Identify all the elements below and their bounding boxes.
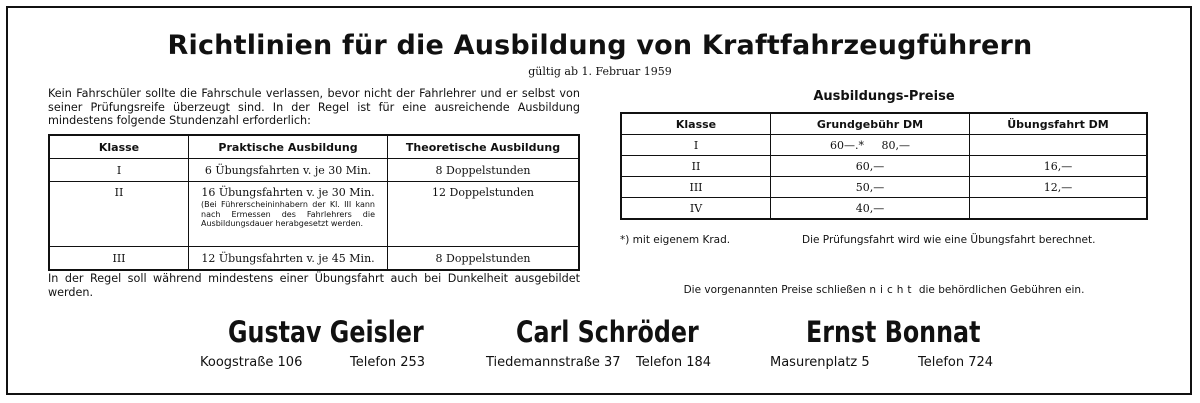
training-table-header [49,135,579,159]
school-phone-bonnat: Telefon 724 [918,355,994,370]
grund-cell: 60,— [771,156,970,177]
table-row [49,182,579,247]
price-footnote: *) mit eigenem Krad. [620,234,731,246]
uebung-cell: 12,— [970,177,1148,198]
disclaimer-pre: Die vorgenannten Preise schließen [683,284,867,296]
school-phone-schroeder: Telefon 184 [636,355,712,370]
prices-table [620,112,1148,220]
col-praktisch: Praktische Ausbildung [189,135,388,159]
intro-text: Kein Fahrschüler sollte die Fahrschule verlassen, bevor nicht der Fahrlehrer und er selbst von seiner Prüfungsreife überzeugt sind. In der Regel ist für eine ausreichende Ausbildung mindestens folgende Stundenzahl erforderlich: [48,87,580,127]
disclaimer-emph: nicht [869,284,916,296]
uebung-cell [970,198,1148,220]
grund-cell: 40,— [771,198,970,220]
klasse-cell: IV [621,198,771,220]
col-klasse: Klasse [49,135,189,159]
table-row [621,177,1147,198]
klasse-cell: I [621,135,771,156]
table-row [49,159,579,182]
theorie-cell: 8 Doppelstunden [388,159,580,182]
fees-disclaimer [620,284,1148,296]
table-row [621,156,1147,177]
validity-date: gültig ab 1. Februar 1959 [528,65,672,78]
col-grundgebuehr: Grundgebühr DM [771,113,970,135]
uebung-cell: 16,— [970,156,1148,177]
klasse-cell: III [49,247,189,271]
grund-cell: 60—.* 80,— [771,135,970,156]
prices-heading: Ausbildungs-Preise [813,89,955,104]
col-theorie: Theoretische Ausbildung [388,135,580,159]
school-name-schroeder: Carl Schröder [516,315,699,349]
uebung-cell [970,135,1148,156]
table-row [621,135,1147,156]
praktisch-cell-with-note [189,182,388,247]
school-street-schroeder: Tiedemannstraße 37 [486,355,621,370]
klasse-cell: I [49,159,189,182]
theorie-cell: 12 Doppelstunden [388,182,580,247]
school-name-geisler: Gustav Geisler [228,315,424,349]
praktisch-cell: 6 Übungsfahrten v. je 30 Min. [189,159,388,182]
praktisch-note: (Bei Führerscheininhabern der Kl. III kann nach Ermessen des Fahrlehrers die Ausbildungsdauer herabgesetzt werden. [201,200,375,228]
klasse-cell: II [49,182,189,247]
grund-cell: 50,— [771,177,970,198]
school-street-geisler: Koogstraße 106 [200,355,303,370]
klasse-cell: II [621,156,771,177]
disclaimer-post: die behördlichen Gebühren ein. [918,284,1085,296]
praktisch-cell: 12 Übungsfahrten v. je 45 Min. [189,247,388,271]
klasse-cell: III [621,177,771,198]
training-table [48,134,580,271]
col-klasse: Klasse [621,113,771,135]
table-row [621,198,1147,220]
exam-note: Die Prüfungsfahrt wird wie eine Übungsfahrt berechnet. [802,234,1096,246]
page-title: Richtlinien für die Ausbildung von Kraftfahrzeugführern [167,30,1033,61]
school-name-bonnat: Ernst Bonnat [806,315,981,349]
theorie-cell: 8 Doppelstunden [388,247,580,271]
col-uebungsfahrt: Übungsfahrt DM [970,113,1148,135]
praktisch-text: 16 Übungsfahrten v. je 30 Min. [201,186,375,199]
school-phone-geisler: Telefon 253 [350,355,426,370]
table-row [49,247,579,271]
night-driving-note: In der Regel soll während mindestens einer Übungsfahrt auch bei Dunkelheit ausgebildet werden. [48,272,580,299]
prices-table-header [621,113,1147,135]
school-street-bonnat: Masurenplatz 5 [770,355,870,370]
